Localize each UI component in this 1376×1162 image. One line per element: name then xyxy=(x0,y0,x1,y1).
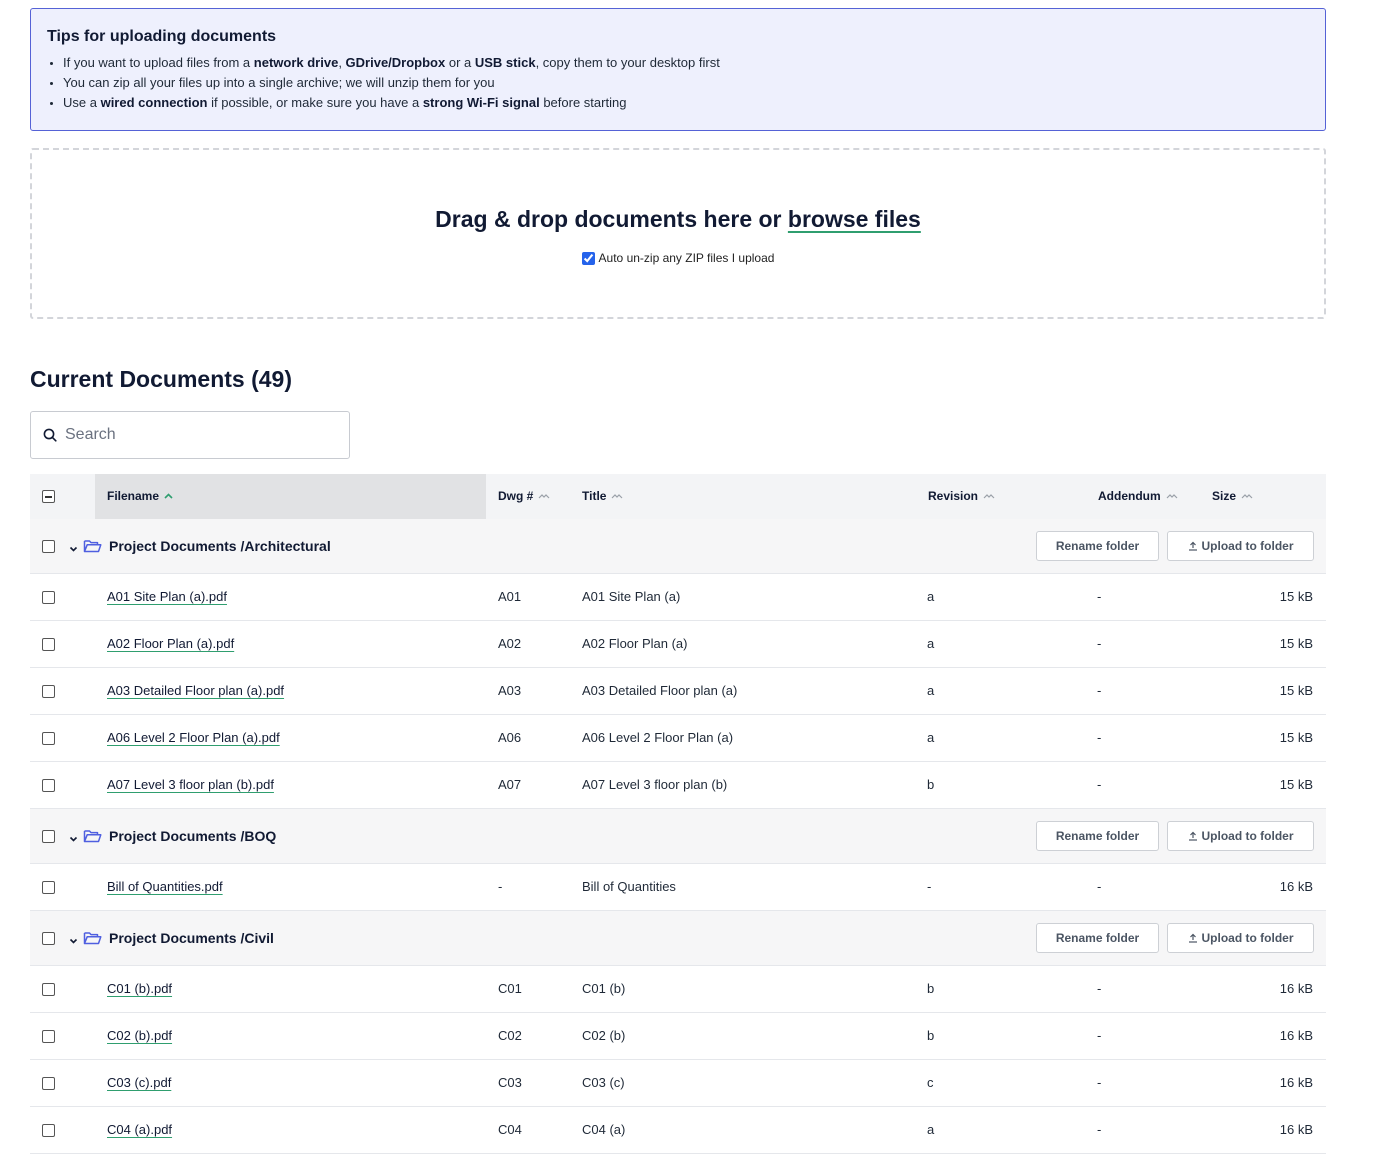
cell-revision: a xyxy=(927,1122,935,1137)
cell-size: 15 kB xyxy=(1279,730,1313,745)
row-checkbox[interactable] xyxy=(42,983,55,996)
file-link[interactable]: Bill of Quantities.pdf xyxy=(107,879,223,894)
sort-icon xyxy=(611,493,623,499)
cell-size: 16 kB xyxy=(1279,1122,1313,1137)
table-row xyxy=(30,1013,1326,1060)
cell-revision: - xyxy=(927,879,932,894)
cell-dwg: A01 xyxy=(498,589,522,604)
tip-emphasis: GDrive/Dropbox xyxy=(345,55,446,70)
column-header-dwg[interactable] xyxy=(498,489,550,503)
dropzone-title xyxy=(32,206,1324,233)
cell-revision: a xyxy=(927,683,935,698)
cell-title: C02 (b) xyxy=(582,1028,626,1043)
rename-folder-button[interactable] xyxy=(1036,821,1159,851)
cell-size: 15 kB xyxy=(1279,683,1313,698)
column-label-addendum: Addendum xyxy=(1098,489,1161,503)
upload-to-folder-button[interactable] xyxy=(1167,531,1314,561)
rename-folder-label: Rename folder xyxy=(1055,931,1140,945)
cell-dwg: A03 xyxy=(498,683,522,698)
row-checkbox[interactable] xyxy=(42,1077,55,1090)
sort-icon xyxy=(1241,493,1253,499)
chevron-down-icon[interactable] xyxy=(69,836,78,842)
auto-unzip-option[interactable] xyxy=(582,251,775,265)
cell-revision: b xyxy=(927,777,935,792)
upload-to-folder-button[interactable] xyxy=(1167,821,1314,851)
file-link[interactable]: A01 Site Plan (a).pdf xyxy=(107,589,227,604)
cell-revision: c xyxy=(927,1075,934,1090)
folder-row[interactable] xyxy=(30,809,1326,864)
file-link[interactable]: C02 (b).pdf xyxy=(107,1028,173,1043)
folder-name: Project Documents /Architectural xyxy=(109,538,331,554)
folder-toggle[interactable] xyxy=(69,539,78,557)
file-dropzone[interactable] xyxy=(30,148,1326,319)
tip-emphasis: network drive xyxy=(253,55,339,70)
tip-text: , xyxy=(338,55,346,70)
upload-to-folder-label: Upload to folder xyxy=(1201,931,1294,945)
column-label-size: Size xyxy=(1212,489,1237,503)
upload-to-folder-label: Upload to folder xyxy=(1201,829,1294,843)
cell-addendum: - xyxy=(1097,777,1102,792)
tips-title: Tips for uploading documents xyxy=(47,28,277,45)
cell-dwg: C04 xyxy=(498,1122,522,1137)
upload-icon xyxy=(1188,541,1198,551)
cell-dwg: A07 xyxy=(498,777,522,792)
upload-tips-panel xyxy=(30,8,1326,131)
row-checkbox[interactable] xyxy=(42,638,55,651)
cell-addendum: - xyxy=(1097,981,1102,996)
rename-folder-label: Rename folder xyxy=(1055,539,1140,553)
table-row xyxy=(30,864,1326,911)
tip-text: before starting xyxy=(539,95,627,110)
cell-size: 15 kB xyxy=(1279,777,1313,792)
documents-table xyxy=(30,474,1326,1154)
file-link[interactable]: C01 (b).pdf xyxy=(107,981,173,996)
cell-title: A03 Detailed Floor plan (a) xyxy=(582,683,738,698)
cell-title: C01 (b) xyxy=(582,981,626,996)
table-header xyxy=(30,474,1326,519)
row-checkbox[interactable] xyxy=(42,779,55,792)
cell-dwg: C01 xyxy=(498,981,522,996)
folder-icon-wrap xyxy=(83,538,102,559)
tip-emphasis: strong Wi-Fi signal xyxy=(422,95,540,110)
column-header-addendum[interactable] xyxy=(1098,489,1178,503)
folder-open-icon xyxy=(83,930,102,946)
column-header-revision[interactable] xyxy=(928,489,995,503)
cell-addendum: - xyxy=(1097,730,1102,745)
search-icon xyxy=(43,428,57,442)
cell-size: 16 kB xyxy=(1279,879,1313,894)
tip-item xyxy=(63,73,1309,93)
cell-addendum: - xyxy=(1097,1028,1102,1043)
sort-icon xyxy=(983,493,995,499)
tip-text: if possible, or make sure you have a xyxy=(207,95,423,110)
folder-row[interactable] xyxy=(30,911,1326,966)
tip-item xyxy=(63,93,1309,113)
folder-icon-wrap xyxy=(83,930,102,951)
column-label-title: Title xyxy=(582,489,607,503)
file-link[interactable]: C04 (a).pdf xyxy=(107,1122,173,1137)
table-row xyxy=(30,668,1326,715)
cell-dwg: C02 xyxy=(498,1028,522,1043)
table-body xyxy=(30,519,1326,1154)
cell-revision: a xyxy=(927,636,935,651)
folder-open-icon xyxy=(83,828,102,844)
folder-name: Project Documents /Civil xyxy=(109,930,274,946)
current-documents-title: Current Documents (49) xyxy=(30,366,292,392)
tip-item xyxy=(63,53,1309,73)
row-checkbox[interactable] xyxy=(42,685,55,698)
cell-dwg: A06 xyxy=(498,730,522,745)
cell-addendum: - xyxy=(1097,683,1102,698)
tip-emphasis: wired connection xyxy=(100,95,208,110)
table-row xyxy=(30,1107,1326,1154)
browse-files-link[interactable]: browse files xyxy=(787,206,921,232)
folder-toggle[interactable] xyxy=(69,829,78,847)
file-link[interactable]: A07 Level 3 floor plan (b).pdf xyxy=(107,777,274,792)
upload-icon xyxy=(1188,831,1198,841)
tip-text: If you want to upload files from a xyxy=(63,55,254,70)
tips-list xyxy=(47,53,1309,113)
folder-icon-wrap xyxy=(83,828,102,849)
cell-addendum: - xyxy=(1097,879,1102,894)
row-checkbox[interactable] xyxy=(42,881,55,894)
folder-name: Project Documents /BOQ xyxy=(109,828,277,844)
rename-folder-button[interactable] xyxy=(1036,923,1159,953)
upload-icon xyxy=(1188,933,1198,943)
folder-checkbox[interactable] xyxy=(42,932,55,945)
column-label-revision: Revision xyxy=(928,489,979,503)
row-checkbox[interactable] xyxy=(42,1124,55,1137)
folder-row[interactable] xyxy=(30,519,1326,574)
cell-title: A06 Level 2 Floor Plan (a) xyxy=(582,730,734,745)
file-link[interactable]: A03 Detailed Floor plan (a).pdf xyxy=(107,683,285,698)
table-row xyxy=(30,762,1326,809)
cell-size: 15 kB xyxy=(1279,589,1313,604)
cell-dwg: - xyxy=(498,879,503,894)
tip-text: Use a xyxy=(63,95,101,110)
search-box[interactable] xyxy=(30,411,350,459)
tip-text: , copy them to your desktop first xyxy=(535,55,720,70)
table-row xyxy=(30,1060,1326,1107)
cell-title: A02 Floor Plan (a) xyxy=(582,636,688,651)
column-header-size[interactable] xyxy=(1212,489,1253,503)
cell-size: 16 kB xyxy=(1279,981,1313,996)
search-input[interactable] xyxy=(63,425,333,445)
folder-checkbox[interactable] xyxy=(42,540,55,553)
file-link[interactable]: A02 Floor Plan (a).pdf xyxy=(107,636,235,651)
cell-revision: b xyxy=(927,981,935,996)
folder-toggle[interactable] xyxy=(69,931,78,949)
dropzone-text: Drag & drop documents here or xyxy=(435,206,788,232)
cell-revision: b xyxy=(927,1028,935,1043)
column-label-filename: Filename xyxy=(107,489,160,503)
folder-checkbox[interactable] xyxy=(42,830,55,843)
cell-title: A01 Site Plan (a) xyxy=(582,589,681,604)
select-all-checkbox[interactable] xyxy=(42,490,55,503)
table-row xyxy=(30,574,1326,621)
table-row xyxy=(30,966,1326,1013)
cell-revision: a xyxy=(927,730,935,745)
rename-folder-button[interactable] xyxy=(1036,531,1159,561)
tip-emphasis: USB stick xyxy=(474,55,536,70)
file-link[interactable]: A06 Level 2 Floor Plan (a).pdf xyxy=(107,730,280,745)
cell-dwg: C03 xyxy=(498,1075,522,1090)
chevron-down-icon[interactable] xyxy=(69,938,78,944)
cell-title: A07 Level 3 floor plan (b) xyxy=(582,777,728,792)
row-checkbox[interactable] xyxy=(42,732,55,745)
cell-size: 16 kB xyxy=(1279,1075,1313,1090)
cell-title: C04 (a) xyxy=(582,1122,626,1137)
sort-icon xyxy=(1166,493,1178,499)
cell-title: Bill of Quantities xyxy=(582,879,676,894)
table-row xyxy=(30,715,1326,762)
tip-text: You can zip all your files up into a single archive; we will unzip them for you xyxy=(63,75,495,90)
column-header-filename[interactable] xyxy=(107,489,173,503)
cell-addendum: - xyxy=(1097,589,1102,604)
cell-dwg: A02 xyxy=(498,636,522,651)
cell-revision: a xyxy=(927,589,935,604)
cell-size: 16 kB xyxy=(1279,1028,1313,1043)
column-header-title[interactable] xyxy=(582,489,623,503)
rename-folder-label: Rename folder xyxy=(1055,829,1140,843)
tip-text: or a xyxy=(445,55,475,70)
row-checkbox[interactable] xyxy=(42,1030,55,1043)
column-label-dwg: Dwg # xyxy=(498,489,534,503)
cell-addendum: - xyxy=(1097,1075,1102,1090)
cell-title: C03 (c) xyxy=(582,1075,625,1090)
cell-addendum: - xyxy=(1097,1122,1102,1137)
chevron-down-icon[interactable] xyxy=(69,546,78,552)
cell-addendum: - xyxy=(1097,636,1102,651)
sort-ascending-icon xyxy=(164,493,173,499)
row-checkbox[interactable] xyxy=(42,591,55,604)
upload-to-folder-button[interactable] xyxy=(1167,923,1314,953)
upload-to-folder-label: Upload to folder xyxy=(1201,539,1294,553)
folder-open-icon xyxy=(83,538,102,554)
auto-unzip-label: Auto un-zip any ZIP files I upload xyxy=(598,251,775,265)
file-link[interactable]: C03 (c).pdf xyxy=(107,1075,172,1090)
cell-size: 15 kB xyxy=(1279,636,1313,651)
auto-unzip-checkbox[interactable] xyxy=(582,252,595,265)
table-row xyxy=(30,621,1326,668)
sort-icon xyxy=(538,493,550,499)
